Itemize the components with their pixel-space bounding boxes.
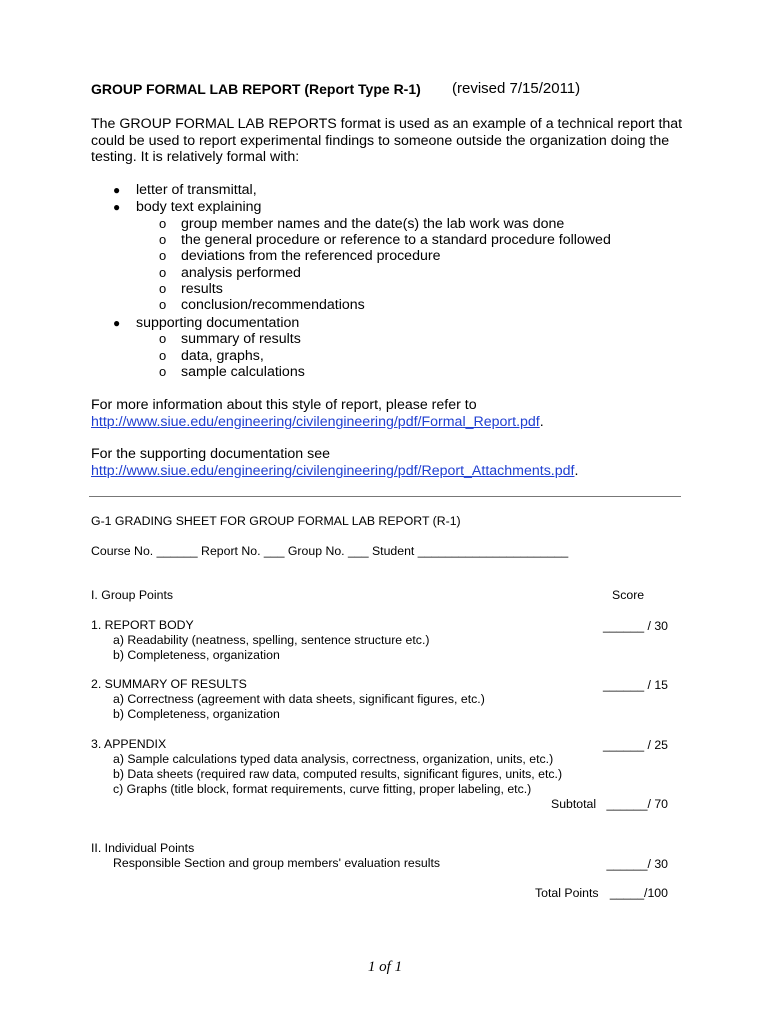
report-attachments-link[interactable]: http://www.siue.edu/engineering/civilengineering/pdf/Report_Attachments.pdf xyxy=(91,462,575,479)
list-item: o conclusion/recommendations xyxy=(159,297,365,313)
bullet-icon: ● xyxy=(113,316,121,330)
circle-bullet-icon: o xyxy=(159,232,167,247)
more-info-paragraph: For more information about this style of report, please refer to http://www.siue.edu/engineering/civilengineering/pdf/Formal_Report.pdf. xyxy=(91,397,544,430)
grading-sheet-title: G-1 GRADING SHEET FOR GROUP FORMAL LAB REPORT (R-1) xyxy=(91,514,461,528)
list-item: ● letter of transmittal, xyxy=(113,182,257,198)
score-header: Score xyxy=(612,588,645,602)
revision-date: (revised 7/15/2011) xyxy=(452,80,581,97)
subtotal-label: Subtotal xyxy=(551,797,597,811)
criterion: a) Readability (neatness, spelling, sentence structure etc.) xyxy=(113,633,430,647)
circle-bullet-icon: o xyxy=(159,364,167,379)
criterion: b) Completeness, organization xyxy=(113,648,280,662)
list-item: o results xyxy=(159,281,223,297)
section-score: ______ / 25 xyxy=(603,738,668,752)
circle-bullet-icon: o xyxy=(159,265,167,280)
group-points-heading: I. Group Points xyxy=(91,588,174,602)
section-score: ______ / 30 xyxy=(603,619,668,633)
list-item: o the general procedure or reference to a standard procedure followed xyxy=(159,232,611,248)
criterion: a) Correctness (agreement with data sheets, significant figures, etc.) xyxy=(113,692,485,706)
intro-line: The GROUP FORMAL LAB REPORTS format is used as an example of a technical report that xyxy=(91,116,683,132)
total-points-score: _____/100 xyxy=(609,886,668,900)
list-item: ● body text explaining xyxy=(113,199,262,215)
formal-report-link[interactable]: http://www.siue.edu/engineering/civilengineering/pdf/Formal_Report.pdf xyxy=(91,413,540,430)
intro-paragraph xyxy=(91,116,691,166)
individual-score: ______/ 30 xyxy=(606,857,668,871)
section-heading: 3. APPENDIX xyxy=(91,737,167,751)
list-item: o group member names and the date(s) the lab work was done xyxy=(159,216,565,232)
criterion: a) Sample calculations typed data analysis, correctness, organization, units, etc.) xyxy=(113,752,554,766)
document-title: GROUP FORMAL LAB REPORT (Report Type R-1) xyxy=(91,81,421,97)
bullet-icon: ● xyxy=(113,200,121,214)
circle-bullet-icon: o xyxy=(159,348,167,363)
subtotal-score: ______/ 70 xyxy=(606,797,668,811)
circle-bullet-icon: o xyxy=(159,248,167,263)
section-heading: 2. SUMMARY OF RESULTS xyxy=(91,677,247,691)
section-score: ______ / 15 xyxy=(603,678,668,692)
student-fields: Course No. ______ Report No. ___ Group No. ___ Student ______________________ xyxy=(91,544,569,558)
page-number: 1 of 1 xyxy=(367,959,403,975)
circle-bullet-icon: o xyxy=(159,281,167,296)
list-item: o data, graphs, xyxy=(159,348,264,364)
section-heading: 1. REPORT BODY xyxy=(91,618,194,632)
supporting-doc-paragraph: For the supporting documentation see http://www.siue.edu/engineering/civilengineering/pdf/Report_Attachments.pdf. xyxy=(91,446,579,479)
circle-bullet-icon: o xyxy=(159,331,167,346)
circle-bullet-icon: o xyxy=(159,216,167,231)
individual-points-heading: II. Individual Points xyxy=(91,841,195,855)
list-item: ● supporting documentation xyxy=(113,315,300,331)
criterion: c) Graphs (title block, format requirements, curve fitting, proper labeling, etc.) xyxy=(113,782,532,796)
list-item: o analysis performed xyxy=(159,265,301,281)
intro-line: could be used to report experimental findings to someone outside the organization doing the xyxy=(91,132,670,149)
intro-line: testing. It is relatively formal with: xyxy=(91,149,300,165)
total-points-label: Total Points xyxy=(535,886,599,900)
document-header xyxy=(91,80,581,97)
list-item: o deviations from the referenced procedure xyxy=(159,248,441,264)
criterion: b) Completeness, organization xyxy=(113,707,280,721)
list-item: o sample calculations xyxy=(159,364,305,380)
list-item: o summary of results xyxy=(159,331,301,347)
bullet-icon: ● xyxy=(113,183,121,197)
criterion: b) Data sheets (required raw data, computed results, significant figures, units, etc.) xyxy=(113,767,563,781)
circle-bullet-icon: o xyxy=(159,297,167,312)
divider xyxy=(89,496,681,497)
criterion: Responsible Section and group members' evaluation results xyxy=(113,856,441,870)
